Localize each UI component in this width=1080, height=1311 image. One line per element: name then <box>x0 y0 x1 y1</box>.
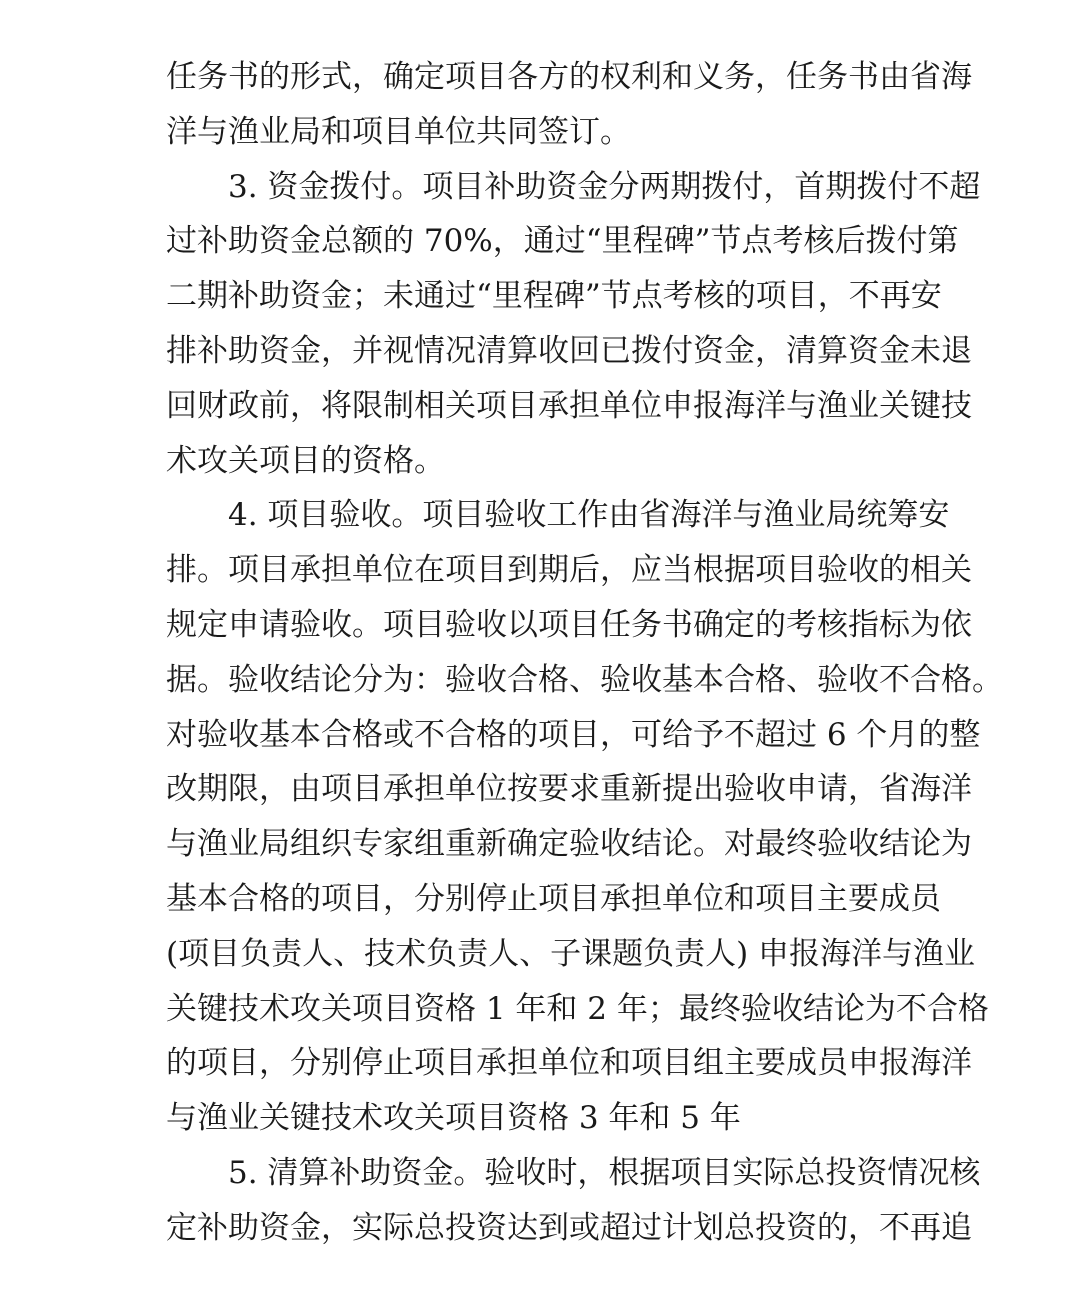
text-line: 基本合格的项目，分别停止项目承担单位和项目主要成员 <box>166 880 941 917</box>
text-line: 回财政前，将限制相关项目承担单位申报海洋与渔业关键技 <box>166 387 972 424</box>
text-line: 的项目，分别停止项目承担单位和项目组主要成员申报海洋 <box>166 1045 972 1082</box>
text-line: 规定申请验收。项目验收以项目任务书确定的考核指标为依 <box>166 606 972 643</box>
text-line: 洋与渔业局和项目单位共同签订。 <box>166 113 631 150</box>
document-body <box>166 50 1003 1256</box>
text-line: 过补助资金总额的 70%，通过“里程碑”节点考核后拨付第 <box>166 223 959 260</box>
text-line: 与渔业关键技术攻关项目资格 3 年和 5 年 <box>166 1100 741 1137</box>
text-line: (项目负责人、技术负责人、子课题负责人) 申报海洋与渔业 <box>166 935 976 972</box>
text-line: 二期补助资金；未通过“里程碑”节点考核的项目，不再安 <box>166 278 942 315</box>
text-line: 据。验收结论分为：验收合格、验收基本合格、验收不合格。 <box>166 661 1003 698</box>
text-line: 与渔业局组织专家组重新确定验收结论。对最终验收结论为 <box>166 826 972 863</box>
text-line: 定补助资金，实际总投资达到或超过计划总投资的，不再追 <box>166 1209 972 1246</box>
paragraph-start-line: 4. 项目验收。项目验收工作由省海洋与渔业局统筹安 <box>228 497 950 534</box>
text-line: 术攻关项目的资格。 <box>166 442 445 479</box>
paragraph-start-line: 3. 资金拨付。项目补助资金分两期拨付，首期拨付不超 <box>228 168 981 205</box>
text-line: 对验收基本合格或不合格的项目，可给予不超过 6 个月的整 <box>166 716 981 753</box>
text-line: 关键技术攻关项目资格 1 年和 2 年；最终验收结论为不合格 <box>166 990 989 1027</box>
text-line: 排。项目承担单位在项目到期后，应当根据项目验收的相关 <box>166 552 972 589</box>
text-line: 改期限，由项目承担单位按要求重新提出验收申请，省海洋 <box>166 771 972 808</box>
paragraph-start-line: 5. 清算补助资金。验收时，根据项目实际总投资情况核 <box>228 1154 981 1191</box>
text-line: 任务书的形式，确定项目各方的权利和义务，任务书由省海 <box>166 59 972 95</box>
text-line: 排补助资金，并视情况清算收回已拨付资金，清算资金未退 <box>166 332 972 369</box>
